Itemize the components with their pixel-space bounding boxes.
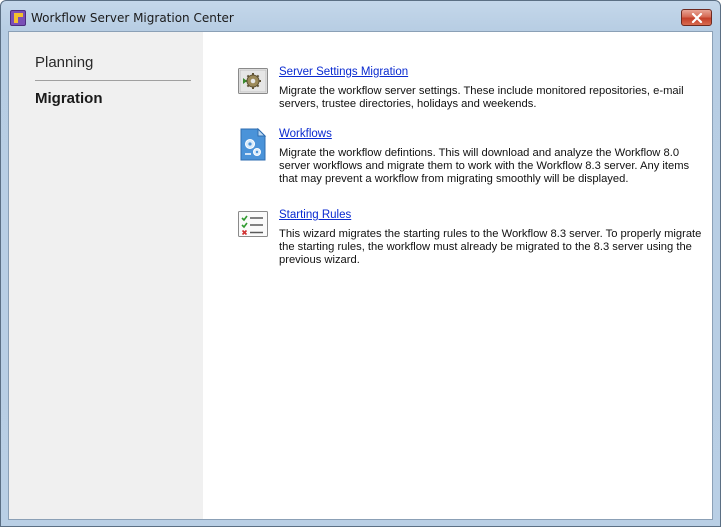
close-button[interactable]: [681, 9, 712, 26]
task-server-settings: [237, 66, 707, 114]
workflows-link[interactable]: Workflows: [279, 128, 332, 140]
task-workflows: [237, 128, 707, 190]
workflows-description: Migrate the workflow defintions. This will download and analyze the Workflow 8.0 server workflows and migrate them to work with the Workflow 8.3 server. Any items that may prevent a workflow from migrating smoothly will be displayed.: [279, 147, 690, 185]
server-settings-migration-link[interactable]: Server Settings Migration: [279, 66, 409, 78]
starting-rules-link[interactable]: Starting Rules: [279, 209, 352, 221]
title-bar[interactable]: [1, 1, 720, 31]
checklist-icon[interactable]: [237, 209, 269, 241]
navigation-pane: [9, 32, 203, 519]
server-settings-description: Migrate the workflow server settings. These include monitored repositories, e-mail servers, trustee directories, holidays and weekends.: [279, 85, 684, 110]
nav-item-planning[interactable]: Planning: [35, 54, 94, 71]
nav-item-migration[interactable]: Migration: [35, 90, 103, 107]
app-logo-icon[interactable]: [10, 10, 26, 26]
close-icon: [691, 13, 703, 23]
client-area: [8, 31, 713, 520]
window-title: Workflow Server Migration Center: [31, 11, 234, 25]
settings-migration-icon[interactable]: [237, 66, 269, 98]
workflow-document-icon[interactable]: [237, 128, 269, 160]
starting-rules-description: This wizard migrates the starting rules to the Workflow 8.3 server. To properly migrate the starting rules, the workflow must already be migrated to the 8.3 server using the previous wizard.: [279, 228, 702, 266]
task-starting-rules: [237, 209, 707, 269]
nav-divider: [35, 80, 191, 81]
content-pane: [203, 32, 712, 519]
